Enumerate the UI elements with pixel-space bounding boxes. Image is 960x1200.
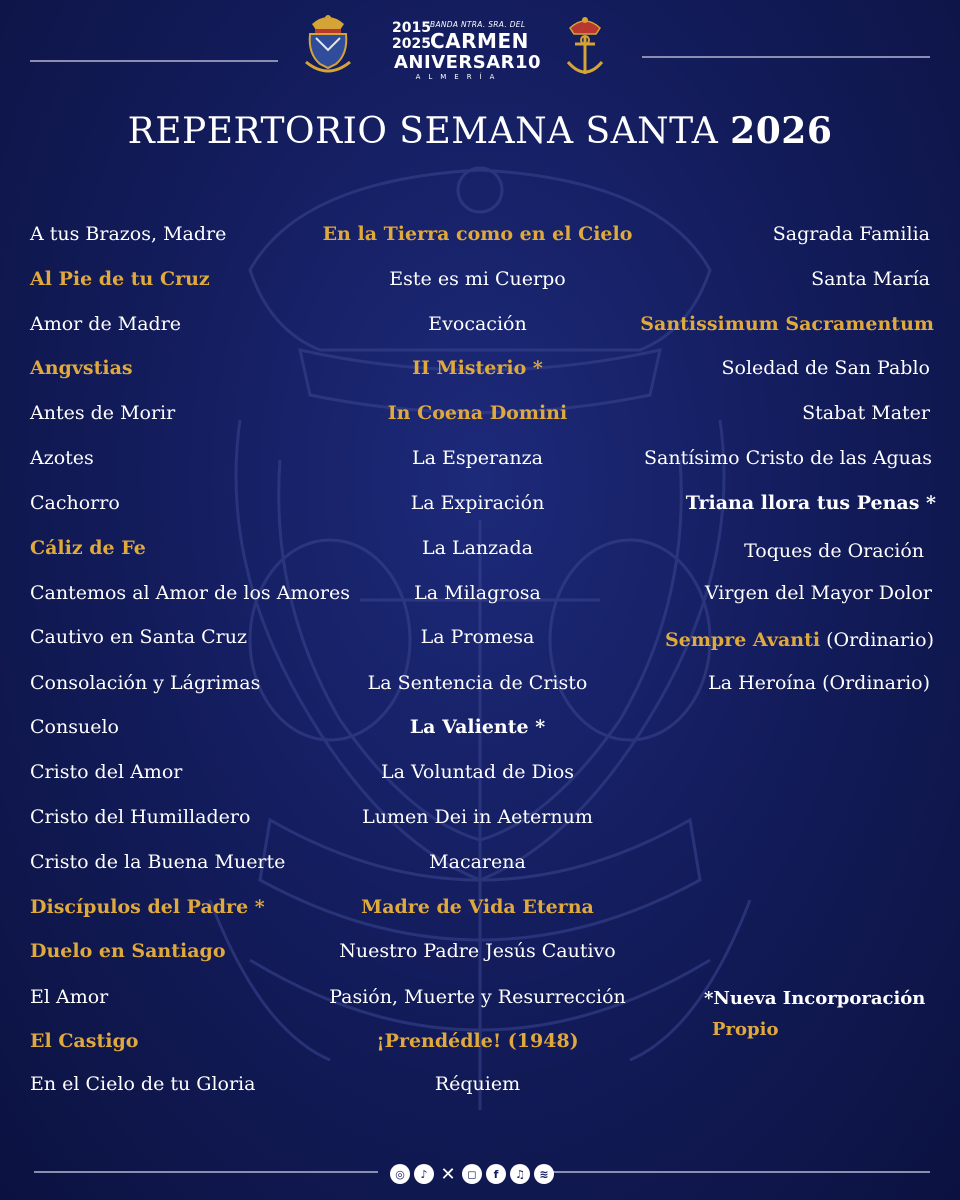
list-item: Santa María [811,268,930,290]
facebook-icon[interactable]: f [486,1164,506,1184]
crest-right-icon [562,12,608,82]
legend-propio: Propio [712,1019,779,1040]
legend-nueva-incorporacion: *Nueva Incorporación [704,988,926,1009]
list-item: La Expiración [410,492,545,514]
x-icon[interactable]: ✕ [440,1163,456,1185]
footer-rule-right [552,1171,930,1173]
sempre-avanti-name: Sempre Avanti [665,629,821,651]
list-item: Santísimo Cristo de las Aguas [643,447,932,469]
list-item: Réquiem [434,1073,521,1095]
list-item: II Misterio * [412,357,543,379]
year-start: 2015 [392,20,431,36]
list-item: Cachorro [30,492,120,514]
list-item: La Lanzada [422,537,533,559]
almeria-text: ALMERÍA [415,73,503,81]
footer-rule-left [34,1171,378,1173]
aniversario-text: ANIVERSAR10 [394,52,542,73]
title-year: 2026 [730,110,833,152]
list-item: La Promesa [420,626,535,648]
list-item: Sagrada Familia [772,223,930,245]
list-item: Pasión, Muerte y Resurrección [329,986,626,1008]
list-item: A tus Brazos, Madre [30,223,227,245]
globe-icon[interactable]: ◎ [390,1164,410,1184]
list-item: Consolación y Lágrimas [30,672,261,694]
list-item: Nuestro Padre Jesús Cautivo [339,940,616,962]
list-item: Discípulos del Padre * [30,896,265,918]
list-item: Macarena [429,851,526,873]
list-item: Soledad de San Pablo [721,357,930,379]
crest-left-icon [300,10,356,78]
list-item: En el Cielo de tu Gloria [30,1073,256,1095]
title-prefix: REPERTORIO SEMANA SANTA [127,111,731,152]
carmen-text: CARMEN [430,29,529,53]
list-item: ¡Prendédle! (1948) [376,1030,579,1052]
list-item: El Castigo [30,1030,139,1052]
list-item: Amor de Madre [30,313,182,335]
sempre-avanti-suffix: (Ordinario) [820,629,934,651]
tiktok-icon[interactable]: ♪ [414,1164,434,1184]
list-item: Cáliz de Fe [30,537,146,559]
list-item: Cristo de la Buena Muerte [30,851,286,873]
list-item: Toques de Oración [744,540,924,562]
list-item: Triana llora tus Penas * [685,492,936,514]
list-item: Cautivo en Santa Cruz [30,626,247,648]
list-item: Angvstias [30,357,133,379]
list-item: Azotes [30,447,94,469]
list-item: Cristo del Humilladero [30,806,251,828]
list-item: La Esperanza [412,447,543,469]
list-item: Madre de Vida Eterna [361,896,594,918]
list-item: Evocación [428,313,527,335]
list-item: Duelo en Santiago [30,940,226,962]
list-item: Stabat Mater [802,402,930,424]
list-item: Cantemos al Amor de los Amores [30,582,350,604]
list-item: La Voluntad de Dios [380,761,575,783]
header-rule-left [30,60,278,62]
banda-text: BANDA NTRA. SRA. DEL [430,20,526,29]
instagram-icon[interactable]: ◻ [462,1164,482,1184]
spotify-icon[interactable]: ≋ [534,1164,554,1184]
list-item: Cristo del Amor [30,761,183,783]
list-item: El Amor [30,986,109,1008]
list-item: La Sentencia de Cristo [367,672,588,694]
list-item: Santissimum Sacramentum [640,313,934,335]
list-item: In Coena Domini [387,402,568,424]
list-item: Virgen del Mayor Dolor [704,582,932,604]
anniversary-logo [390,20,540,82]
list-item: Consuelo [30,716,119,738]
page-title [0,110,960,152]
list-item: La Valiente * [409,716,546,738]
list-item: En la Tierra como en el Cielo [322,223,633,245]
list-item: La Heroína (Ordinario) [708,672,930,694]
social-icons [390,1164,554,1186]
list-item: Al Pie de tu Cruz [30,268,210,290]
music-icon[interactable]: ♫ [510,1164,530,1184]
list-item: La Milagrosa [414,582,541,604]
header-rule-right [642,56,930,58]
list-item: Este es mi Cuerpo [389,268,566,290]
list-item: Lumen Dei in Aeternum [362,806,593,828]
year-end: 2025 [392,36,431,52]
list-item: Antes de Morir [30,402,176,424]
list-item-sempre-avanti [665,629,934,651]
